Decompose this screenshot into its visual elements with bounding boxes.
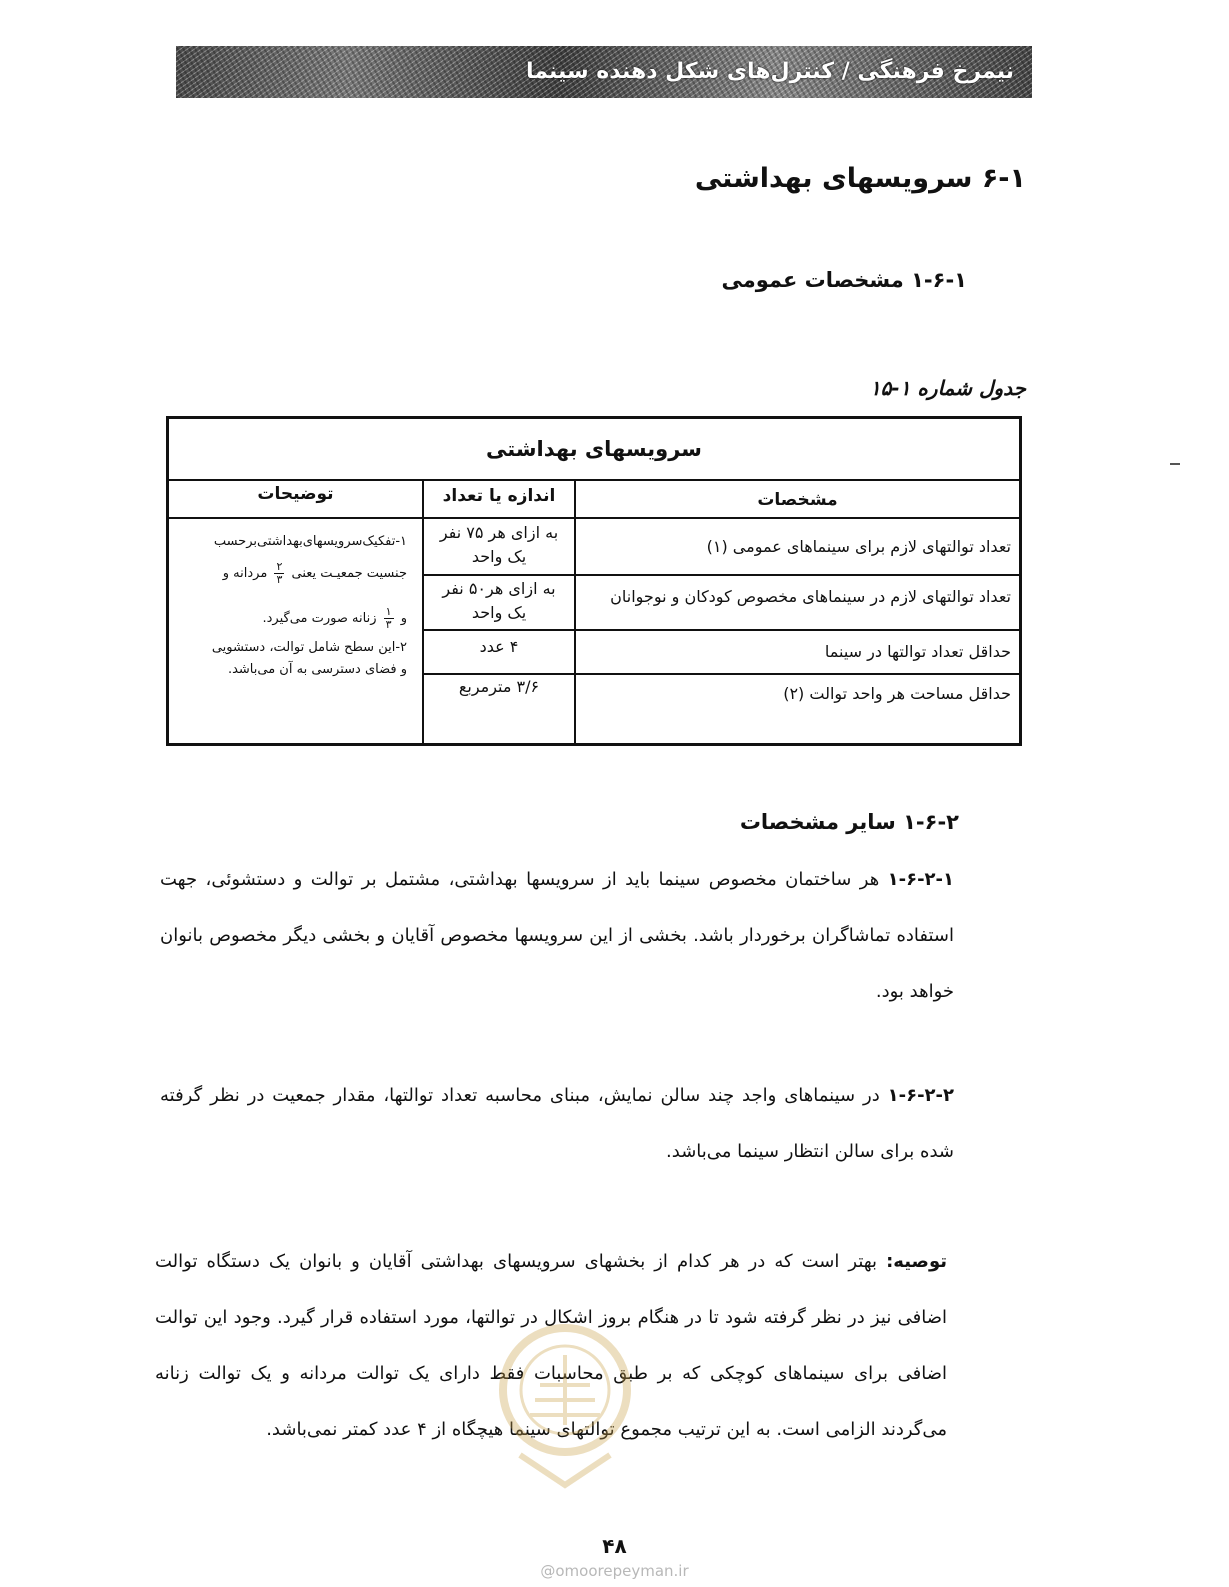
banner-text: نیمرخ فرهنگی / کنترل‌های شکل دهنده سینما	[526, 59, 1014, 84]
table-notes	[189, 531, 407, 681]
note-line	[189, 561, 407, 586]
paragraph-text: بهتر است که در هر کدام از بخشهای سرویسهای بهداشتی آقایان و بانوان یک دستگاه توالت اضافی نیز در نظر گرفته شود تا در هنگام بروز اشکال در توالتها، مورد استفاده قرار گیرد. وجود این توالت اضافی برای سینماهای کوچکی که بر طبق محاسبات فقط دارای یک توالت مردانه و یک توالت زنانه می‌گردند الزامی است. به این ترتیب مجموع توالتهای سینما هیچگاه از ۴ عدد کمتر نمی‌باشد.	[155, 1251, 947, 1440]
table-cell-spec: تعداد توالتهای لازم در سینماهای مخصوص کودکان و نوجوانان	[610, 587, 1011, 606]
margin-mark	[1170, 463, 1180, 465]
table-cell-spec: تعداد توالتهای لازم برای سینماهای عمومی (۱)	[706, 537, 1011, 556]
subsection-general-title: ۱-۶-۱ مشخصات عمومی	[721, 268, 967, 292]
header-spec: مشخصات	[757, 490, 838, 510]
site-watermark: @omoorepeyman.ir	[540, 1562, 689, 1580]
recommendation-label: توصیه:	[886, 1251, 947, 1272]
table-cell-size: ۴ عدد	[479, 637, 519, 656]
table-cell-size: به ازای هر۵۰ نفر یک واحد	[442, 579, 556, 622]
sanitary-table	[166, 416, 1022, 746]
paragraph-text: در سینماهای واجد چند سالن نمایش، مبنای محاسبه تعداد توالتها، مقدار جمعیت در نظر گرفته شده برای سالن انتظار سینما می‌باشد.	[160, 1085, 954, 1162]
paragraph-text: هر ساختمان مخصوص سینما باید از سرویسها بهداشتی، مشتمل بر توالت و دستشوئی، جهت استفاده تماشاگران برخوردار باشد. بخشی از این سرویسها مخصوص آقایان و بخشی دیگر مخصوص بانوان خواهد بود.	[160, 869, 954, 1002]
section-title: ۶-۱ سرویسهای بهداشتی	[694, 163, 1026, 194]
table-cell-spec: حداقل مساحت هر واحد توالت (۲)	[783, 684, 1011, 703]
paragraph-number: ۱-۶-۲-۱	[887, 869, 954, 890]
header-banner	[176, 46, 1032, 98]
paragraph-number: ۱-۶-۲-۲	[887, 1085, 954, 1106]
note-text: و	[400, 611, 407, 626]
note-text: جنسیت جمعیـت یعنی	[291, 566, 407, 581]
note-line: ۲-این سطح شامل توالت، دستشویی	[211, 640, 407, 655]
subsection-other-title: ۱-۶-۲ سایر مشخصات	[739, 810, 959, 834]
note-line	[189, 606, 407, 631]
note-line: و فضای دسترسی به آن می‌باشد.	[227, 662, 407, 677]
note-text: مردانه و	[222, 566, 268, 581]
table-cell-spec: حداقل تعداد توالتها در سینما	[824, 642, 1011, 661]
paragraph-1	[160, 852, 954, 1020]
table-cell-size: به ازای هر ۷۵ نفر یک واحد	[439, 523, 559, 566]
note-line: ۱-تفکیک‌سرویسهای‌بهداشتی‌برحسب	[213, 534, 407, 549]
table-caption: جدول شماره ۱-۱۵	[869, 376, 1026, 400]
row-divider	[424, 629, 1019, 631]
note-text: زنانه صورت می‌گیرد.	[262, 611, 377, 626]
header-size: اندازه یا تعداد	[442, 486, 556, 506]
fraction-two-thirds: $\frac{۲}{۳}$	[276, 560, 283, 586]
page-number: ۴۸	[602, 1534, 627, 1558]
table-cell-size: ۳/۶ مترمربع	[458, 677, 540, 696]
paragraph-2	[160, 1068, 954, 1180]
watermark-logo	[490, 1295, 640, 1495]
table-title: سرویسهای بهداشتی	[486, 437, 702, 461]
row-divider	[424, 574, 1019, 576]
header-notes: توضیحات	[257, 484, 334, 504]
row-divider	[169, 517, 1019, 519]
row-divider	[424, 673, 1019, 675]
fraction-one-third: $\frac{۱}{۳}$	[385, 605, 392, 631]
